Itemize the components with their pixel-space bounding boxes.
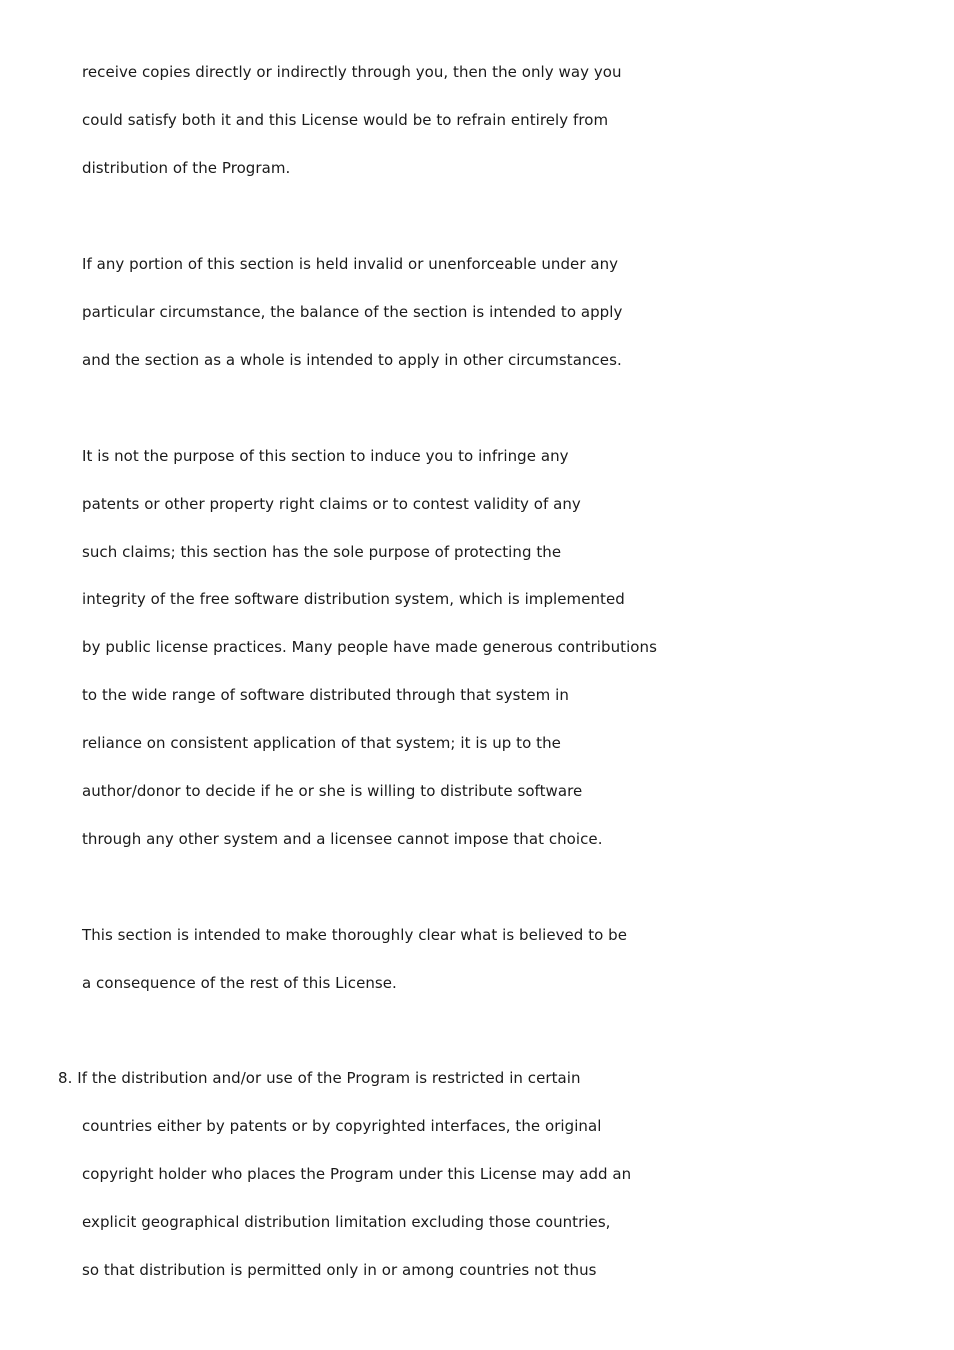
- text-line: particular circumstance, the balance of the section is intended to apply: [82, 303, 623, 321]
- text-line: explicit geographical distribution limitation excluding those countries,: [82, 1213, 611, 1231]
- text-line: copyright holder who places the Program under this License may add an: [82, 1165, 632, 1183]
- text-line: so that distribution is permitted only in or among countries not thus: [82, 1261, 597, 1279]
- text-line: a consequence of the rest of this License.: [82, 974, 397, 992]
- text-line: such claims; this section has the sole purpose of protecting the: [82, 543, 562, 561]
- text-line: distribution of the Program.: [82, 159, 291, 177]
- text-line: could satisfy both it and this License would be to refrain entirely from: [82, 111, 609, 129]
- text-line: author/donor to decide if he or she is willing to distribute software: [82, 782, 583, 800]
- text-line: reliance on consistent application of that system; it is up to the: [82, 734, 561, 752]
- text-line: by public license practices. Many people have made generous contributions: [82, 638, 657, 656]
- section-8-first-line: 8. If the distribution and/or use of the Program is restricted in certain: [58, 1069, 581, 1087]
- text-line: through any other system and a licensee cannot impose that choice.: [82, 830, 603, 848]
- text-line: If any portion of this section is held invalid or unenforceable under any: [82, 255, 619, 273]
- text-line: to the wide range of software distributed through that system in: [82, 686, 569, 704]
- text-line: integrity of the free software distribution system, which is implemented: [82, 590, 625, 608]
- text-line: countries either by patents or by copyrighted interfaces, the original: [82, 1117, 602, 1135]
- text-line: This section is intended to make thoroughly clear what is believed to be: [82, 926, 628, 944]
- text-line: receive copies directly or indirectly through you, then the only way you: [82, 63, 622, 81]
- text-line: It is not the purpose of this section to induce you to infringe any: [82, 447, 569, 465]
- text-line: patents or other property right claims or to contest validity of any: [82, 495, 581, 513]
- text-line: and the section as a whole is intended to apply in other circumstances.: [82, 351, 622, 369]
